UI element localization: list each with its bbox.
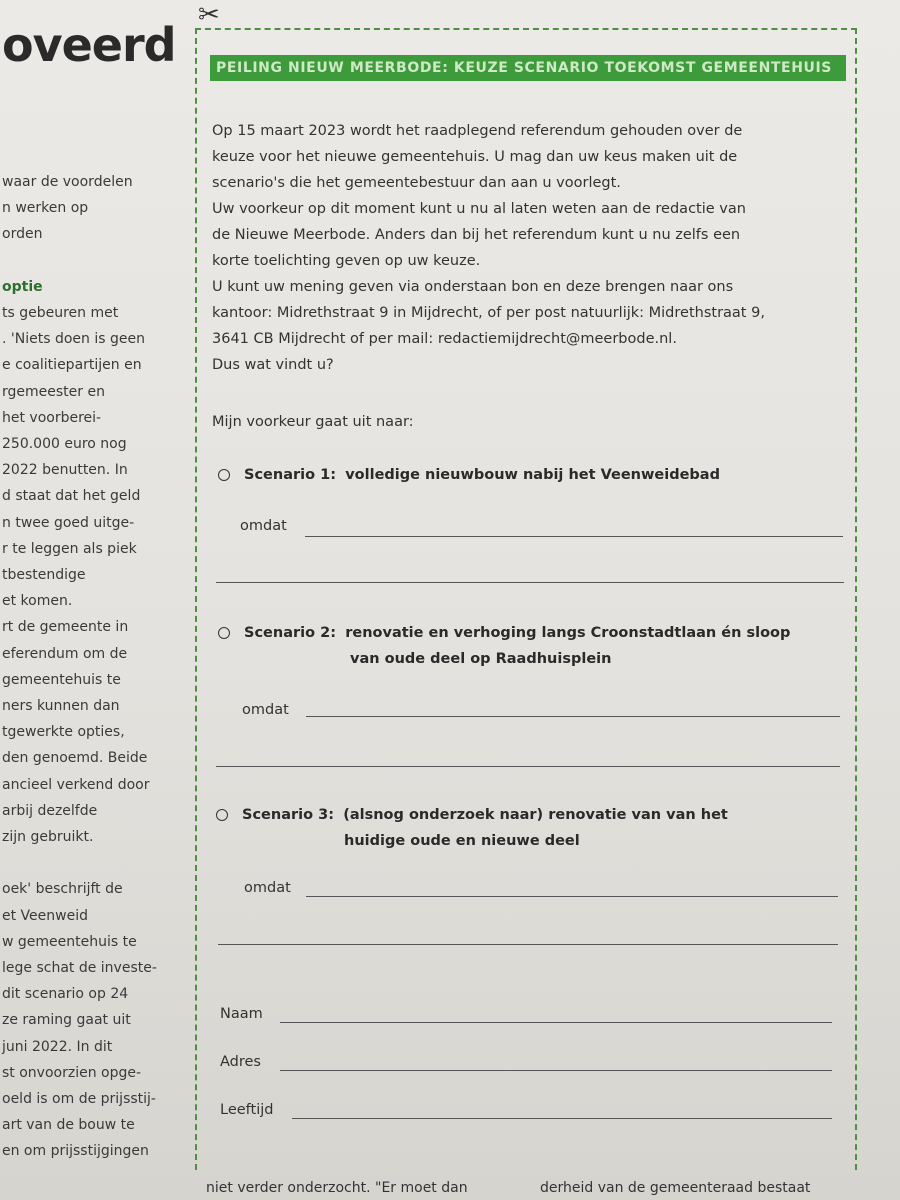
scenario-2-option[interactable] (218, 620, 790, 672)
article-line: 2022 benutten. In (2, 462, 128, 479)
radio-circle-icon[interactable] (218, 627, 230, 639)
name-field[interactable] (280, 1022, 832, 1023)
article-line: ners kunnen dan (2, 698, 120, 714)
article-line: ancieel verkend door (2, 776, 150, 793)
intro-line: U kunt uw mening geven via onderstaan bon en deze brengen naar ons (212, 279, 734, 295)
reason-line[interactable] (305, 536, 843, 537)
name-label: Naam (220, 1006, 263, 1022)
omdat-label: omdat (242, 702, 289, 718)
intro-line: Op 15 maart 2023 wordt het raadplegend referendum gehouden over de (212, 123, 743, 139)
article-line: art van de bouw te (2, 1117, 135, 1134)
article-line: st onvoorzien opge- (2, 1064, 142, 1081)
intro-line: Dus wat vindt u? (212, 357, 334, 373)
reason-line[interactable] (216, 582, 844, 583)
scenario-text: renovatie en verhoging langs Croonstadtlaan én sloop (345, 625, 791, 641)
article-line: lege schat de investe- (2, 960, 157, 976)
intro-line: de Nieuwe Meerbode. Anders dan bij het referendum kunt u nu zelfs een (212, 227, 741, 243)
article-line: en om prijsstijgingen (2, 1143, 149, 1160)
scenario-text: (alsnog onderzoek naar) renovatie van van het (343, 807, 728, 823)
scenario-label: Scenario 2: (244, 625, 336, 641)
intro-line: scenario's die het gemeentebestuur dan aan u voorlegt. (212, 175, 621, 191)
article-line: r te leggen als piek (2, 540, 137, 557)
article-line: den genoemd. Beide (2, 750, 148, 767)
radio-circle-icon[interactable] (218, 469, 230, 481)
age-label: Leeftijd (220, 1102, 274, 1118)
article-line: n twee goed uitge- (2, 514, 135, 531)
reason-line[interactable] (216, 766, 840, 767)
article-line: dit scenario op 24 (2, 986, 129, 1003)
article-line: et Veenweid (2, 907, 88, 924)
intro-line: keuze voor het nieuwe gemeentehuis. U mag dan uw keus maken uit de (212, 149, 738, 165)
intro-line: 3641 CB Mijdrecht of per mail: redactiemijdrecht@meerbode.nl. (212, 331, 677, 347)
address-label: Adres (220, 1054, 261, 1070)
coupon-banner: PEILING NIEUW MEERBODE: KEUZE SCENARIO TOEKOMST GEMEENTEHUIS (210, 55, 846, 81)
article-line: het voorberei- (2, 409, 102, 426)
article-line: waar de voordelen (2, 174, 133, 190)
intro-line: kantoor: Midrethstraat 9 in Mijdrecht, of per post natuurlijk: Midrethstraat 9, (212, 305, 765, 321)
article-line: tbestendige (2, 567, 86, 583)
article-line: zijn gebruikt. (2, 829, 94, 845)
reason-line[interactable] (306, 716, 840, 717)
article-line: w gemeentehuis te (2, 933, 137, 950)
article-line: oeld is om de prijsstij- (2, 1091, 156, 1107)
article-line: e coalitiepartijen en (2, 357, 142, 374)
article-line: 250.000 euro nog (2, 436, 127, 452)
scenario-label: Scenario 3: (242, 807, 334, 823)
article-line: . 'Niets doen is geen (2, 331, 145, 348)
address-field[interactable] (280, 1070, 832, 1071)
omdat-label: omdat (244, 880, 291, 896)
article-line: n werken op (2, 200, 89, 217)
article-line: rt de gemeente in (2, 619, 129, 636)
age-field[interactable] (292, 1118, 832, 1119)
article-line: arbij dezelfde (2, 802, 98, 819)
article-line: d staat dat het geld (2, 488, 141, 505)
scenario-3-option[interactable] (216, 802, 728, 854)
preference-label: Mijn voorkeur gaat uit naar: (212, 414, 414, 430)
radio-circle-icon[interactable] (216, 809, 228, 821)
intro-line: korte toelichting geven op uw keuze. (212, 253, 481, 269)
article-title: oveerd (2, 18, 176, 72)
article-line: oek' beschrijft de (2, 881, 123, 898)
scenario-1-option[interactable] (218, 462, 720, 488)
scenario-text-cont: huidige oude en nieuwe deel (344, 833, 580, 849)
bottom-text-left: niet verder onderzocht. "Er moet dan (206, 1180, 468, 1196)
coupon-intro (212, 118, 852, 378)
article-line: rgemeester en (2, 383, 105, 400)
article-line: eferendum om de (2, 645, 128, 662)
scenario-text-cont: van oude deel op Raadhuisplein (350, 651, 612, 667)
scissors-icon: ✂ (198, 0, 220, 30)
article-line: tgewerkte opties, (2, 724, 125, 741)
intro-line: Uw voorkeur op dit moment kunt u nu al laten weten aan de redactie van (212, 201, 746, 217)
article-line: orden (2, 226, 43, 243)
article-line: juni 2022. In dit (2, 1038, 113, 1055)
scenario-label: Scenario 1: (244, 467, 336, 483)
article-line: ts gebeuren met (2, 305, 119, 321)
article-line: gemeentehuis te (2, 671, 121, 688)
reason-line[interactable] (306, 896, 838, 897)
omdat-label: omdat (240, 518, 287, 534)
scenario-text: volledige nieuwbouw nabij het Veenweidebad (345, 467, 720, 483)
reason-line[interactable] (218, 944, 838, 945)
article-line: et komen. (2, 593, 73, 610)
left-article (0, 0, 188, 1200)
article-line: optie (2, 278, 43, 295)
bottom-text-right: derheid van de gemeenteraad bestaat (540, 1180, 811, 1196)
article-line: ze raming gaat uit (2, 1012, 131, 1029)
